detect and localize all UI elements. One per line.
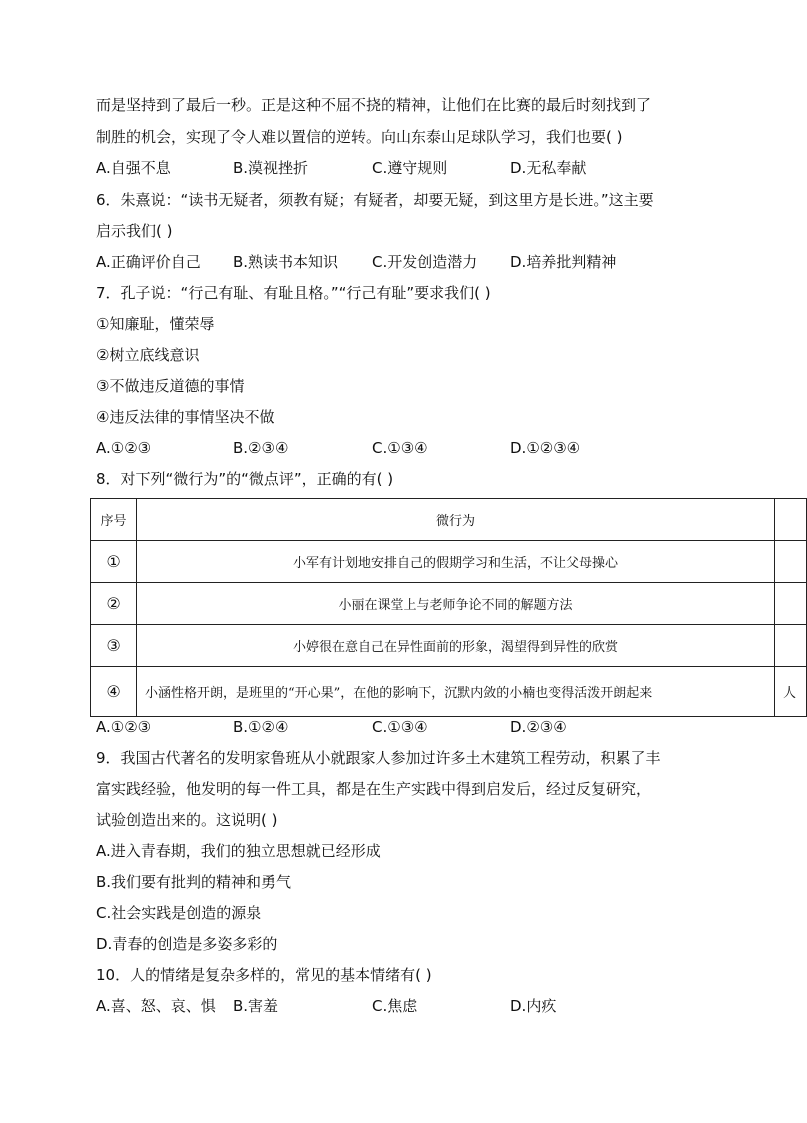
row-number: ③ [91,625,137,667]
row-comment [775,583,807,625]
row-behavior: 小丽在课堂上与老师争论不同的解题方法 [137,583,775,625]
q5-option-c: C.遵守规则 [372,159,448,177]
row-number: ② [91,583,137,625]
q9-option-d: D.青春的创造是多姿多彩的 [96,935,278,953]
table-row [91,667,807,717]
table-header-row [91,499,807,541]
q7-stem: 7．孔子说：“行己有耻、有耻且格。”“行己有耻”要求我们( ) [96,284,491,302]
table-row [91,541,807,583]
q6-option-c: C.开发创造潜力 [372,253,478,271]
micro-behavior-table [90,498,807,717]
q7-option-d: D.①②③④ [510,439,581,457]
table-header-behavior: 微行为 [137,499,775,541]
q9-stem-3: 试验创造出来的。这说明( ) [96,811,278,829]
q7-statement-2: ②树立底线意识 [96,346,200,364]
table-row [91,583,807,625]
row-comment [775,625,807,667]
table-row [91,625,807,667]
row-comment: 人 [775,667,807,717]
row-behavior: 小婷很在意自己在异性面前的形象，渴望得到异性的欣赏 [137,625,775,667]
table-header-comment [775,499,807,541]
q9-option-c: C.社会实践是创造的源泉 [96,904,262,922]
q10-option-d: D.内疚 [510,997,557,1015]
line-q5-stem-2: 制胜的机会，实现了令人难以置信的逆转。向山东泰山足球队学习，我们也要( ) [96,128,623,146]
q6-stem-2: 启示我们( ) [96,222,173,240]
q7-option-b: B.②③④ [233,439,289,457]
line-q5-stem-1: 而是坚持到了最后一秒。正是这种不屈不挠的精神，让他们在比赛的最后时刻找到了 [96,96,652,114]
q5-option-b: B.漠视挫折 [233,159,309,177]
q8-option-d: D.②③④ [510,718,567,736]
q7-option-c: C.①③④ [372,439,428,457]
table-header-number: 序号 [91,499,137,541]
q7-option-a: A.①②③ [96,439,152,457]
q9-stem-2: 富实践经验，他发明的每一件工具，都是在生产实践中得到启发后，经过反复研究， [96,780,652,798]
q6-option-b: B.熟读书本知识 [233,253,339,271]
q9-option-b: B.我们要有批判的精神和勇气 [96,873,292,891]
q7-statement-3: ③不做违反道德的事情 [96,377,245,395]
q5-option-a: A.自强不息 [96,159,171,177]
q8-option-c: C.①③④ [372,718,428,736]
row-number: ④ [91,667,137,717]
q10-option-b: B.害羞 [233,997,279,1015]
q7-statement-4: ④违反法律的事情坚决不做 [96,408,275,426]
q6-stem-1: 6．朱熹说：“读书无疑者，须教有疑；有疑者，却要无疑，到这里方是长进。”这主要 [96,191,654,209]
q9-stem-1: 9．我国古代著名的发明家鲁班从小就跟家人参加过许多土木建筑工程劳动，积累了丰 [96,749,661,767]
q6-option-a: A.正确评价自己 [96,253,201,271]
q10-stem: 10．人的情绪是复杂多样的，常见的基本情绪有( ) [96,966,432,984]
q8-stem: 8．对下列“微行为”的“微点评”，正确的有( ) [96,470,394,488]
q8-option-b: B.①②④ [233,718,289,736]
row-number: ① [91,541,137,583]
q8-option-a: A.①②③ [96,718,152,736]
q10-option-c: C.焦虑 [372,997,418,1015]
row-behavior: 小军有计划地安排自己的假期学习和生活，不让父母操心 [137,541,775,583]
q10-option-a: A.喜、怒、哀、惧 [96,997,216,1015]
q6-option-d: D.培养批判精神 [510,253,617,271]
row-comment [775,541,807,583]
q7-statement-1: ①知廉耻，懂荣辱 [96,315,215,333]
q9-option-a: A.进入青春期，我们的独立思想就已经形成 [96,842,381,860]
row-behavior: 小涵性格开朗，是班里的“开心果”，在他的影响下，沉默内敛的小楠也变得活泼开朗起来 [137,667,775,717]
q5-option-d: D.无私奉献 [510,159,587,177]
